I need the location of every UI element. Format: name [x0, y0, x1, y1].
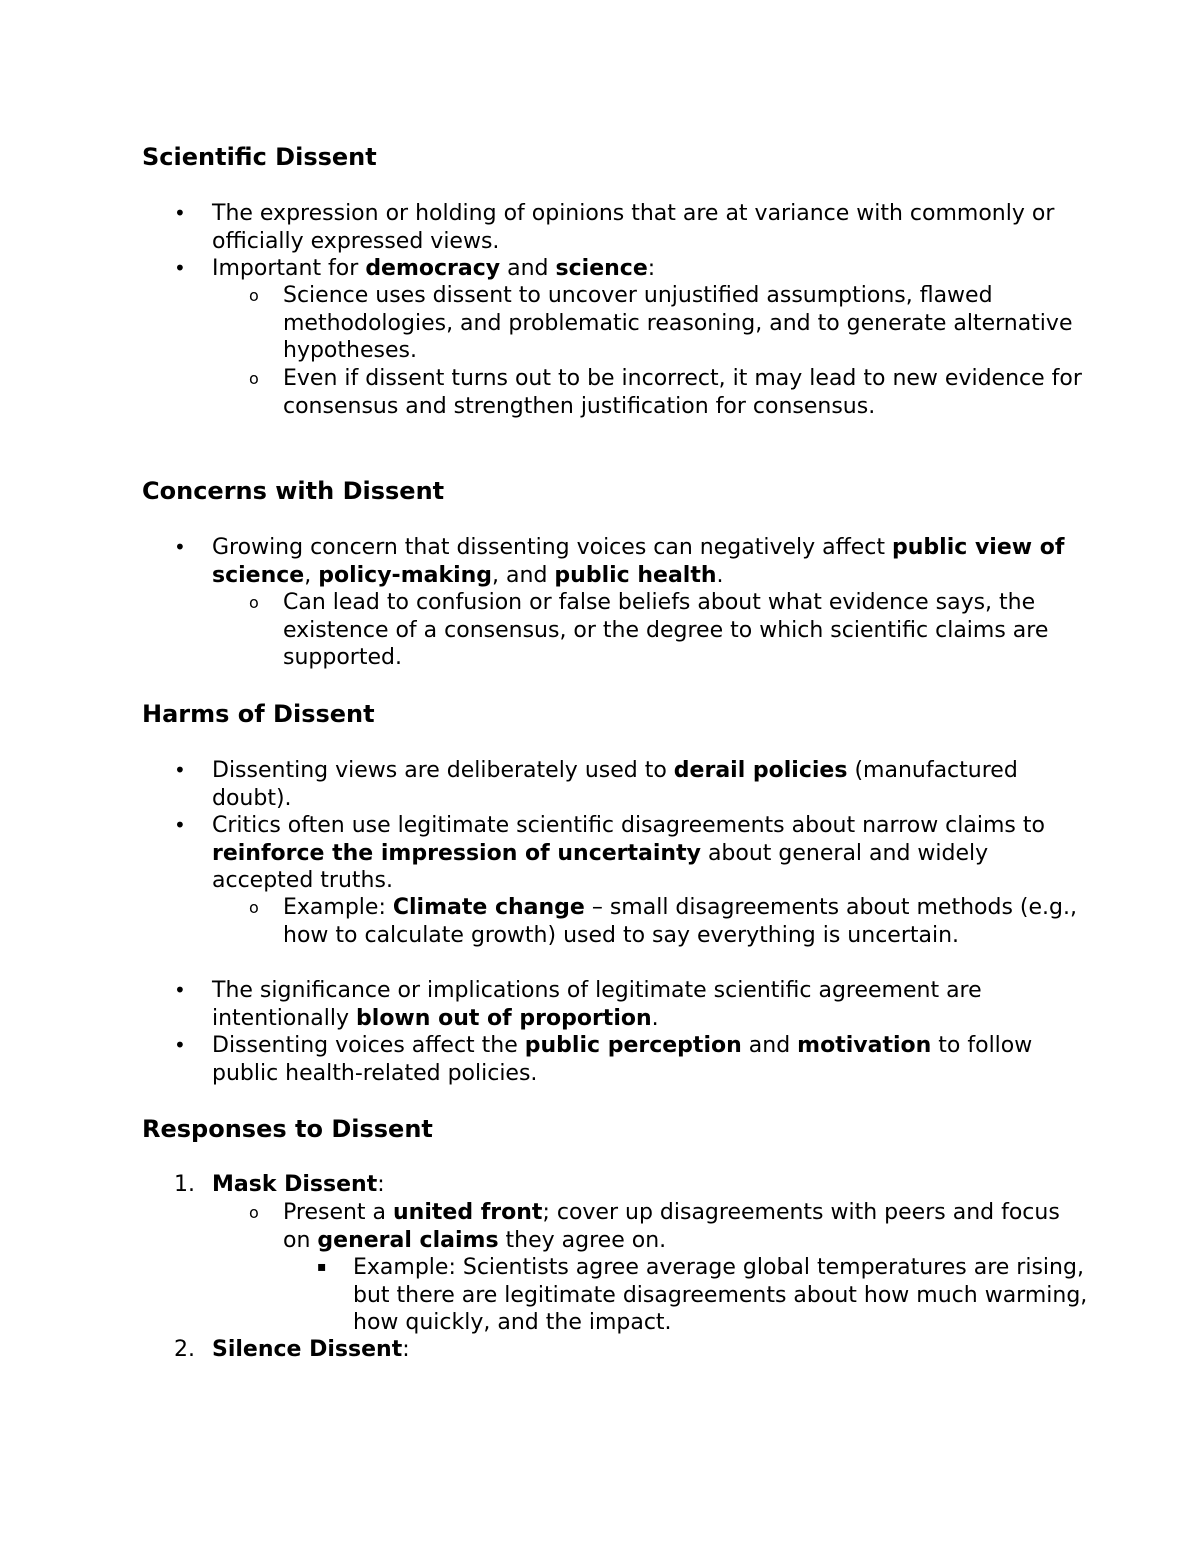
- sub-sub-item-temperature-example: [317, 1254, 1093, 1337]
- bullet-icon: •: [174, 758, 186, 782]
- bullet-icon: •: [174, 535, 186, 559]
- numbered-item-silence-dissent: [174, 1336, 1092, 1364]
- item-text: Growing concern that dissenting voices can negatively affect: [212, 535, 893, 560]
- heading-concerns-with-dissent: Concerns with Dissent: [142, 477, 445, 505]
- bold-term: general claims: [317, 1227, 499, 1253]
- list-item-definition: [174, 200, 1092, 255]
- bold-term: motivation: [797, 1033, 932, 1058]
- list-number: 1.: [174, 1172, 195, 1197]
- item-text: Can lead to confusion or false beliefs about what evidence says, the existence of a consensus, or the degree to which scientific claims are supported.: [283, 590, 1049, 671]
- list-item-critics: [174, 812, 1092, 895]
- heading-harms-of-dissent: Harms of Dissent: [142, 700, 375, 728]
- list-item-significance: [174, 977, 1092, 1032]
- item-text: Example:: [283, 895, 393, 920]
- item-text: about general and widely accepted truths.: [212, 840, 989, 894]
- item-text: – small disagreements about methods (e.g., how to calculate growth) used to say everything is uncertain.: [283, 895, 1077, 948]
- bold-term: public health: [554, 562, 717, 588]
- item-text: Critics often use legitimate scientific disagreements about narrow claims to: [212, 813, 1045, 838]
- item-text: to follow public health-related policies.: [212, 1033, 1033, 1086]
- item-text: , and: [492, 562, 555, 588]
- item-text: Science uses dissent to uncover unjustified assumptions, flawed methodologies, and problematic reasoning, and to generate alternative hypotheses.: [283, 283, 1073, 364]
- item-text: Example: Scientists agree average global temperatures are rising, but there are legitimate disagreements about how much warming, how quickly, and the impact.: [353, 1255, 1088, 1336]
- bold-term: democracy: [365, 256, 501, 281]
- sub-item-uncover: [249, 282, 1093, 365]
- bold-term: science: [555, 256, 648, 281]
- heading-responses-to-dissent: Responses to Dissent: [142, 1115, 433, 1143]
- item-text: and: [500, 256, 556, 281]
- bold-term: public view of science: [212, 535, 1065, 588]
- item-text: Dissenting voices affect the: [212, 1033, 525, 1058]
- circle-bullet-icon: o: [249, 286, 259, 305]
- bullet-icon: •: [174, 813, 186, 837]
- bullet-icon: •: [174, 201, 186, 225]
- item-text: Even if dissent turns out to be incorrect, it may lead to new evidence for consensus and strengthen justification for consensus.: [283, 366, 1082, 419]
- list-item-growing-concern: [174, 534, 1092, 589]
- list-item-perception: [174, 1032, 1092, 1087]
- item-text: Important for: [212, 256, 366, 281]
- numbered-item-mask-dissent: [174, 1171, 1092, 1199]
- circle-bullet-icon: o: [249, 898, 259, 917]
- item-text: The expression or holding of opinions that are at variance with commonly or officially expressed views.: [212, 201, 1055, 254]
- circle-bullet-icon: o: [249, 369, 259, 388]
- item-text: :: [377, 1172, 385, 1197]
- bold-term: united front: [393, 1200, 543, 1225]
- bold-term: Mask Dissent: [212, 1172, 378, 1197]
- bold-term: blown out of proportion: [356, 1005, 652, 1031]
- bold-term: Climate change: [392, 895, 585, 920]
- item-text: they agree on.: [498, 1227, 667, 1253]
- item-text: ; cover up disagreements with peers and focus on: [283, 1200, 1060, 1253]
- list-number: 2.: [174, 1337, 195, 1362]
- square-bullet-icon: ▪: [317, 1259, 327, 1275]
- item-text: .: [716, 562, 724, 588]
- bullet-icon: •: [174, 978, 186, 1002]
- bullet-icon: •: [174, 256, 186, 280]
- bold-term: public perception: [524, 1033, 742, 1058]
- sub-item-incorrect: [249, 365, 1093, 420]
- sub-item-climate-example: [249, 894, 1093, 949]
- heading-scientific-dissent: Scientific Dissent: [142, 143, 377, 171]
- bold-term: Silence Dissent: [212, 1337, 403, 1362]
- item-text: and: [741, 1033, 798, 1058]
- circle-bullet-icon: o: [249, 1203, 259, 1222]
- item-text: ,: [304, 562, 319, 588]
- bold-term: reinforce the impression of uncertainty: [212, 840, 701, 866]
- sub-item-confusion: [249, 589, 1093, 672]
- circle-bullet-icon: o: [249, 593, 259, 612]
- list-item-important: [174, 255, 1092, 283]
- bold-term: policy-making: [318, 562, 493, 588]
- item-text: Dissenting views are deliberately used to: [212, 758, 674, 783]
- item-text: (manufactured doubt).: [212, 758, 1018, 811]
- item-text: Present a: [283, 1200, 394, 1225]
- item-text: .: [651, 1005, 659, 1031]
- list-item-derail: [174, 757, 1092, 812]
- item-text: :: [402, 1337, 410, 1362]
- bold-term: derail policies: [673, 758, 848, 783]
- item-text: The significance or implications of legitimate scientific agreement are intentionally: [212, 978, 982, 1031]
- bullet-icon: •: [174, 1033, 186, 1057]
- sub-item-united-front: [249, 1199, 1093, 1254]
- item-text: :: [647, 256, 656, 281]
